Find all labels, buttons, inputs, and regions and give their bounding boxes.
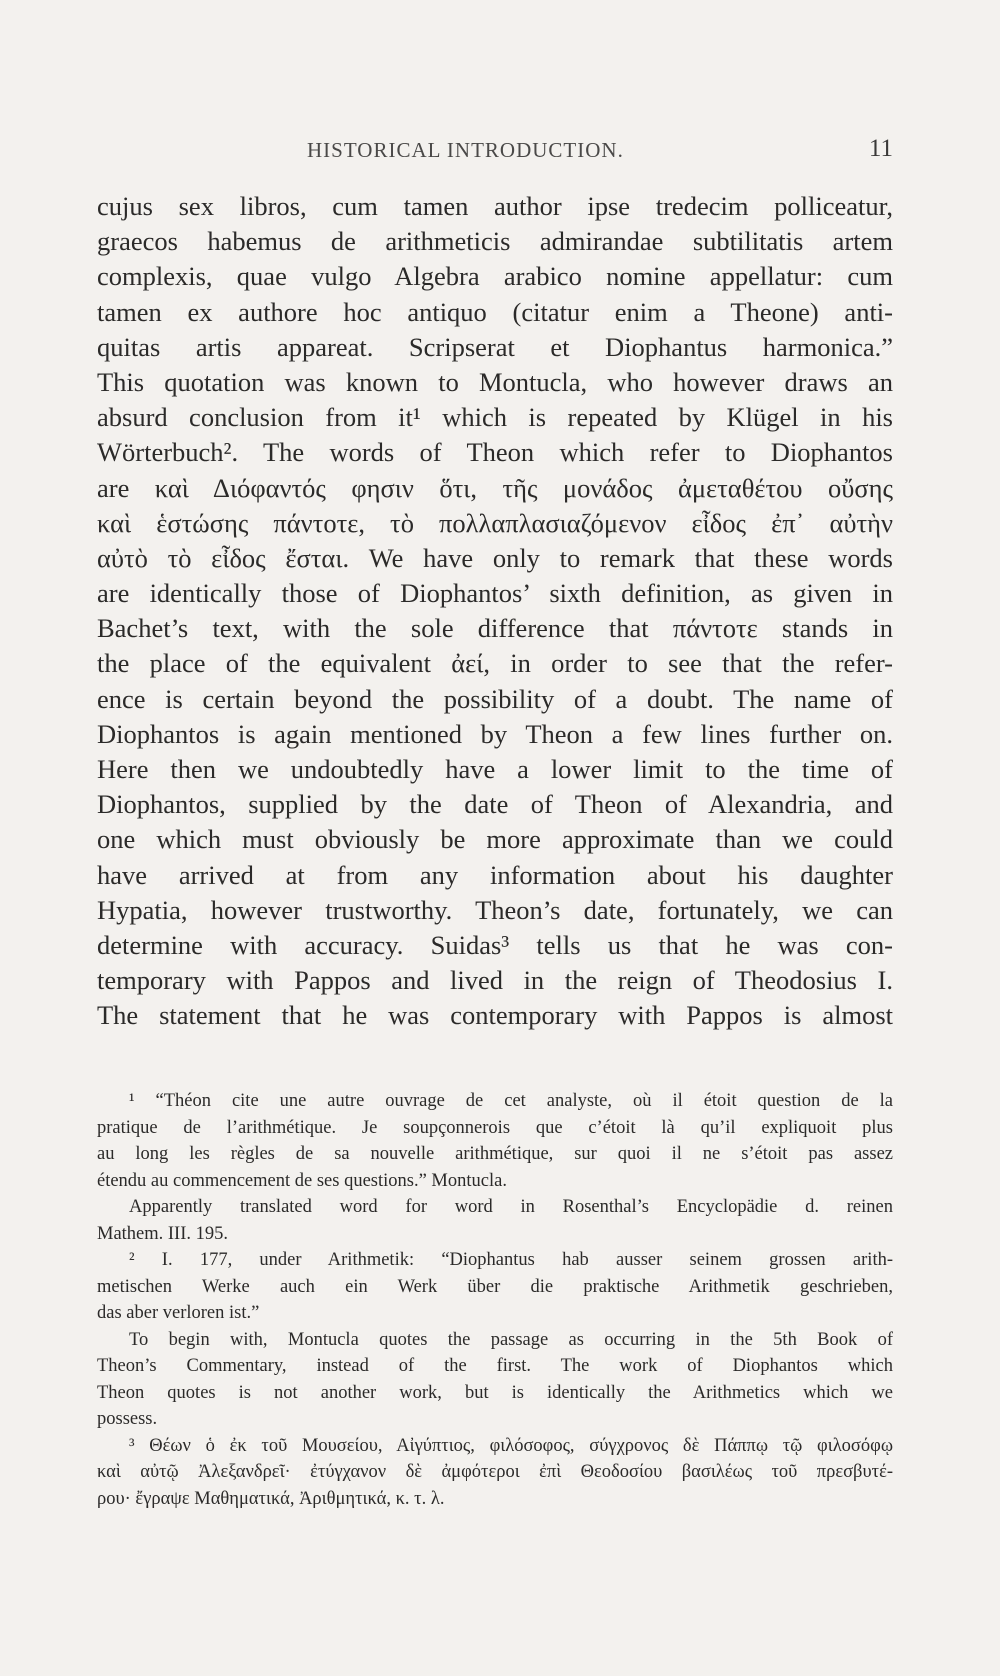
body-line: tamen ex authore hoc antiquo (citatur enim a Theone) anti- xyxy=(97,296,893,327)
body-line: the place of the equivalent ἀεί, in order to see that the refer- xyxy=(97,648,893,679)
body-line: The statement that he was contemporary with Pappos is almost xyxy=(97,1000,893,1031)
body-line: Hypatia, however trustworthy. Theon’s date, fortunately, we can xyxy=(97,894,893,925)
body-line: Diophantos, supplied by the date of Theon of Alexandria, and xyxy=(97,789,893,820)
body-line: ence is certain beyond the possibility of a doubt. The name of xyxy=(97,683,893,714)
body-line: This quotation was known to Montucla, who however draws an xyxy=(97,366,893,397)
body-line: absurd conclusion from it¹ which is repeated by Klügel in his xyxy=(97,402,893,433)
body-line: αὐτὸ τὸ εἶδος ἔσται. We have only to remark that these words xyxy=(97,542,893,573)
footnote-line: ³ Θέων ὁ ἐκ τοῦ Μουσείου, Αἰγύπτιος, φιλόσοφος, σύγχρονος δὲ Πάππῳ τῷ φιλοσόφῳ xyxy=(129,1435,893,1456)
body-line: complexis, quae vulgo Algebra arabico nomine appellatur: cum xyxy=(97,261,893,292)
body-line: Diophantos is again mentioned by Theon a few lines further on. xyxy=(97,718,893,749)
footnote-line: metischen Werke auch ein Werk über die praktische Arithmetik geschrieben, xyxy=(97,1276,893,1297)
body-line: Wörterbuch². The words of Theon which refer to Diophantos xyxy=(97,437,893,468)
page-number: 11 xyxy=(868,135,893,162)
body-line: Here then we undoubtedly have a lower limit to the time of xyxy=(97,754,893,784)
body-line: are καὶ Διόφαντός φησιν ὅτι, τῆς μονάδος ἀμεταθέτου οὔσης xyxy=(97,472,893,503)
footnote-line: ¹ “Théon cite une autre ouvrage de cet analyste, où il étoit question de la xyxy=(129,1091,893,1111)
footnotes xyxy=(97,1088,893,1512)
footnote-line: pratique de l’arithmétique. Je soupçonnerois que c’étoit là qu’il expliquoit plus xyxy=(97,1117,893,1138)
footnote-line: Theon quotes is not another work, but is identically the Arithmetics which we xyxy=(97,1382,893,1403)
footnote-line: Theon’s Commentary, instead of the first. The work of Diophantos which xyxy=(97,1356,893,1376)
body-line: one which must obviously be more approximate than we could xyxy=(97,824,893,855)
body-line: Bachet’s text, with the sole difference that πάντοτε stands in xyxy=(97,613,893,644)
body-line: καὶ ἑστώσης πάντοτε, τὸ πολλαπλασιαζόμενον εἶδος ἐπ᾽ αὐτὴν xyxy=(97,507,893,538)
footnote-line: étendu au commencement de ses questions.” Montucla. xyxy=(97,1170,507,1191)
body-line: temporary with Pappos and lived in the reign of Theodosius I. xyxy=(97,965,893,996)
footnote-line: ² I. 177, under Arithmetik: “Diophantus hab ausser seinem grossen arith- xyxy=(129,1250,893,1270)
footnote-line: possess. xyxy=(97,1409,158,1429)
footnote-line: καὶ αὐτῷ Ἀλεξανδρεῖ· ἐτύγχανον δὲ ἀμφότεροι ἐπὶ Θεοδοσίου βασιλέως τοῦ πρεσβυτέ- xyxy=(97,1462,893,1482)
footnote-line: das aber verloren ist.” xyxy=(97,1303,260,1323)
page-header xyxy=(97,135,893,174)
footnote-line: To begin with, Montucla quotes the passage as occurring in the 5th Book of xyxy=(129,1329,893,1350)
body-line: have arrived at from any information about his daughter xyxy=(97,859,893,890)
body-line: quitas artis appareat. Scripserat et Diophantus harmonica.” xyxy=(97,331,893,362)
footnote-line: Mathem. III. 195. xyxy=(97,1223,229,1244)
footnote-line: au long les règles de sa nouvelle arithmétique, sur quoi il ne s’étoit pas assez xyxy=(97,1144,893,1164)
body-line: are identically those of Diophantos’ sixth definition, as given in xyxy=(97,578,893,609)
footnote-line: ρου· ἔγραψε Μαθηματικά, Ἀριθμητικά, κ. τ. λ. xyxy=(97,1488,445,1509)
body-line: graecos habemus de arithmeticis admirandae subtilitatis artem xyxy=(97,226,893,257)
body-line: determine with accuracy. Suidas³ tells us that he was con- xyxy=(97,929,893,960)
main-text xyxy=(97,189,893,1034)
footnote-line: Apparently translated word for word in Rosenthal’s Encyclopädie d. reinen xyxy=(129,1197,893,1217)
running-title: HISTORICAL INTRODUCTION. xyxy=(307,138,624,162)
body-line: cujus sex libros, cum tamen author ipse tredecim polliceatur, xyxy=(97,191,893,221)
